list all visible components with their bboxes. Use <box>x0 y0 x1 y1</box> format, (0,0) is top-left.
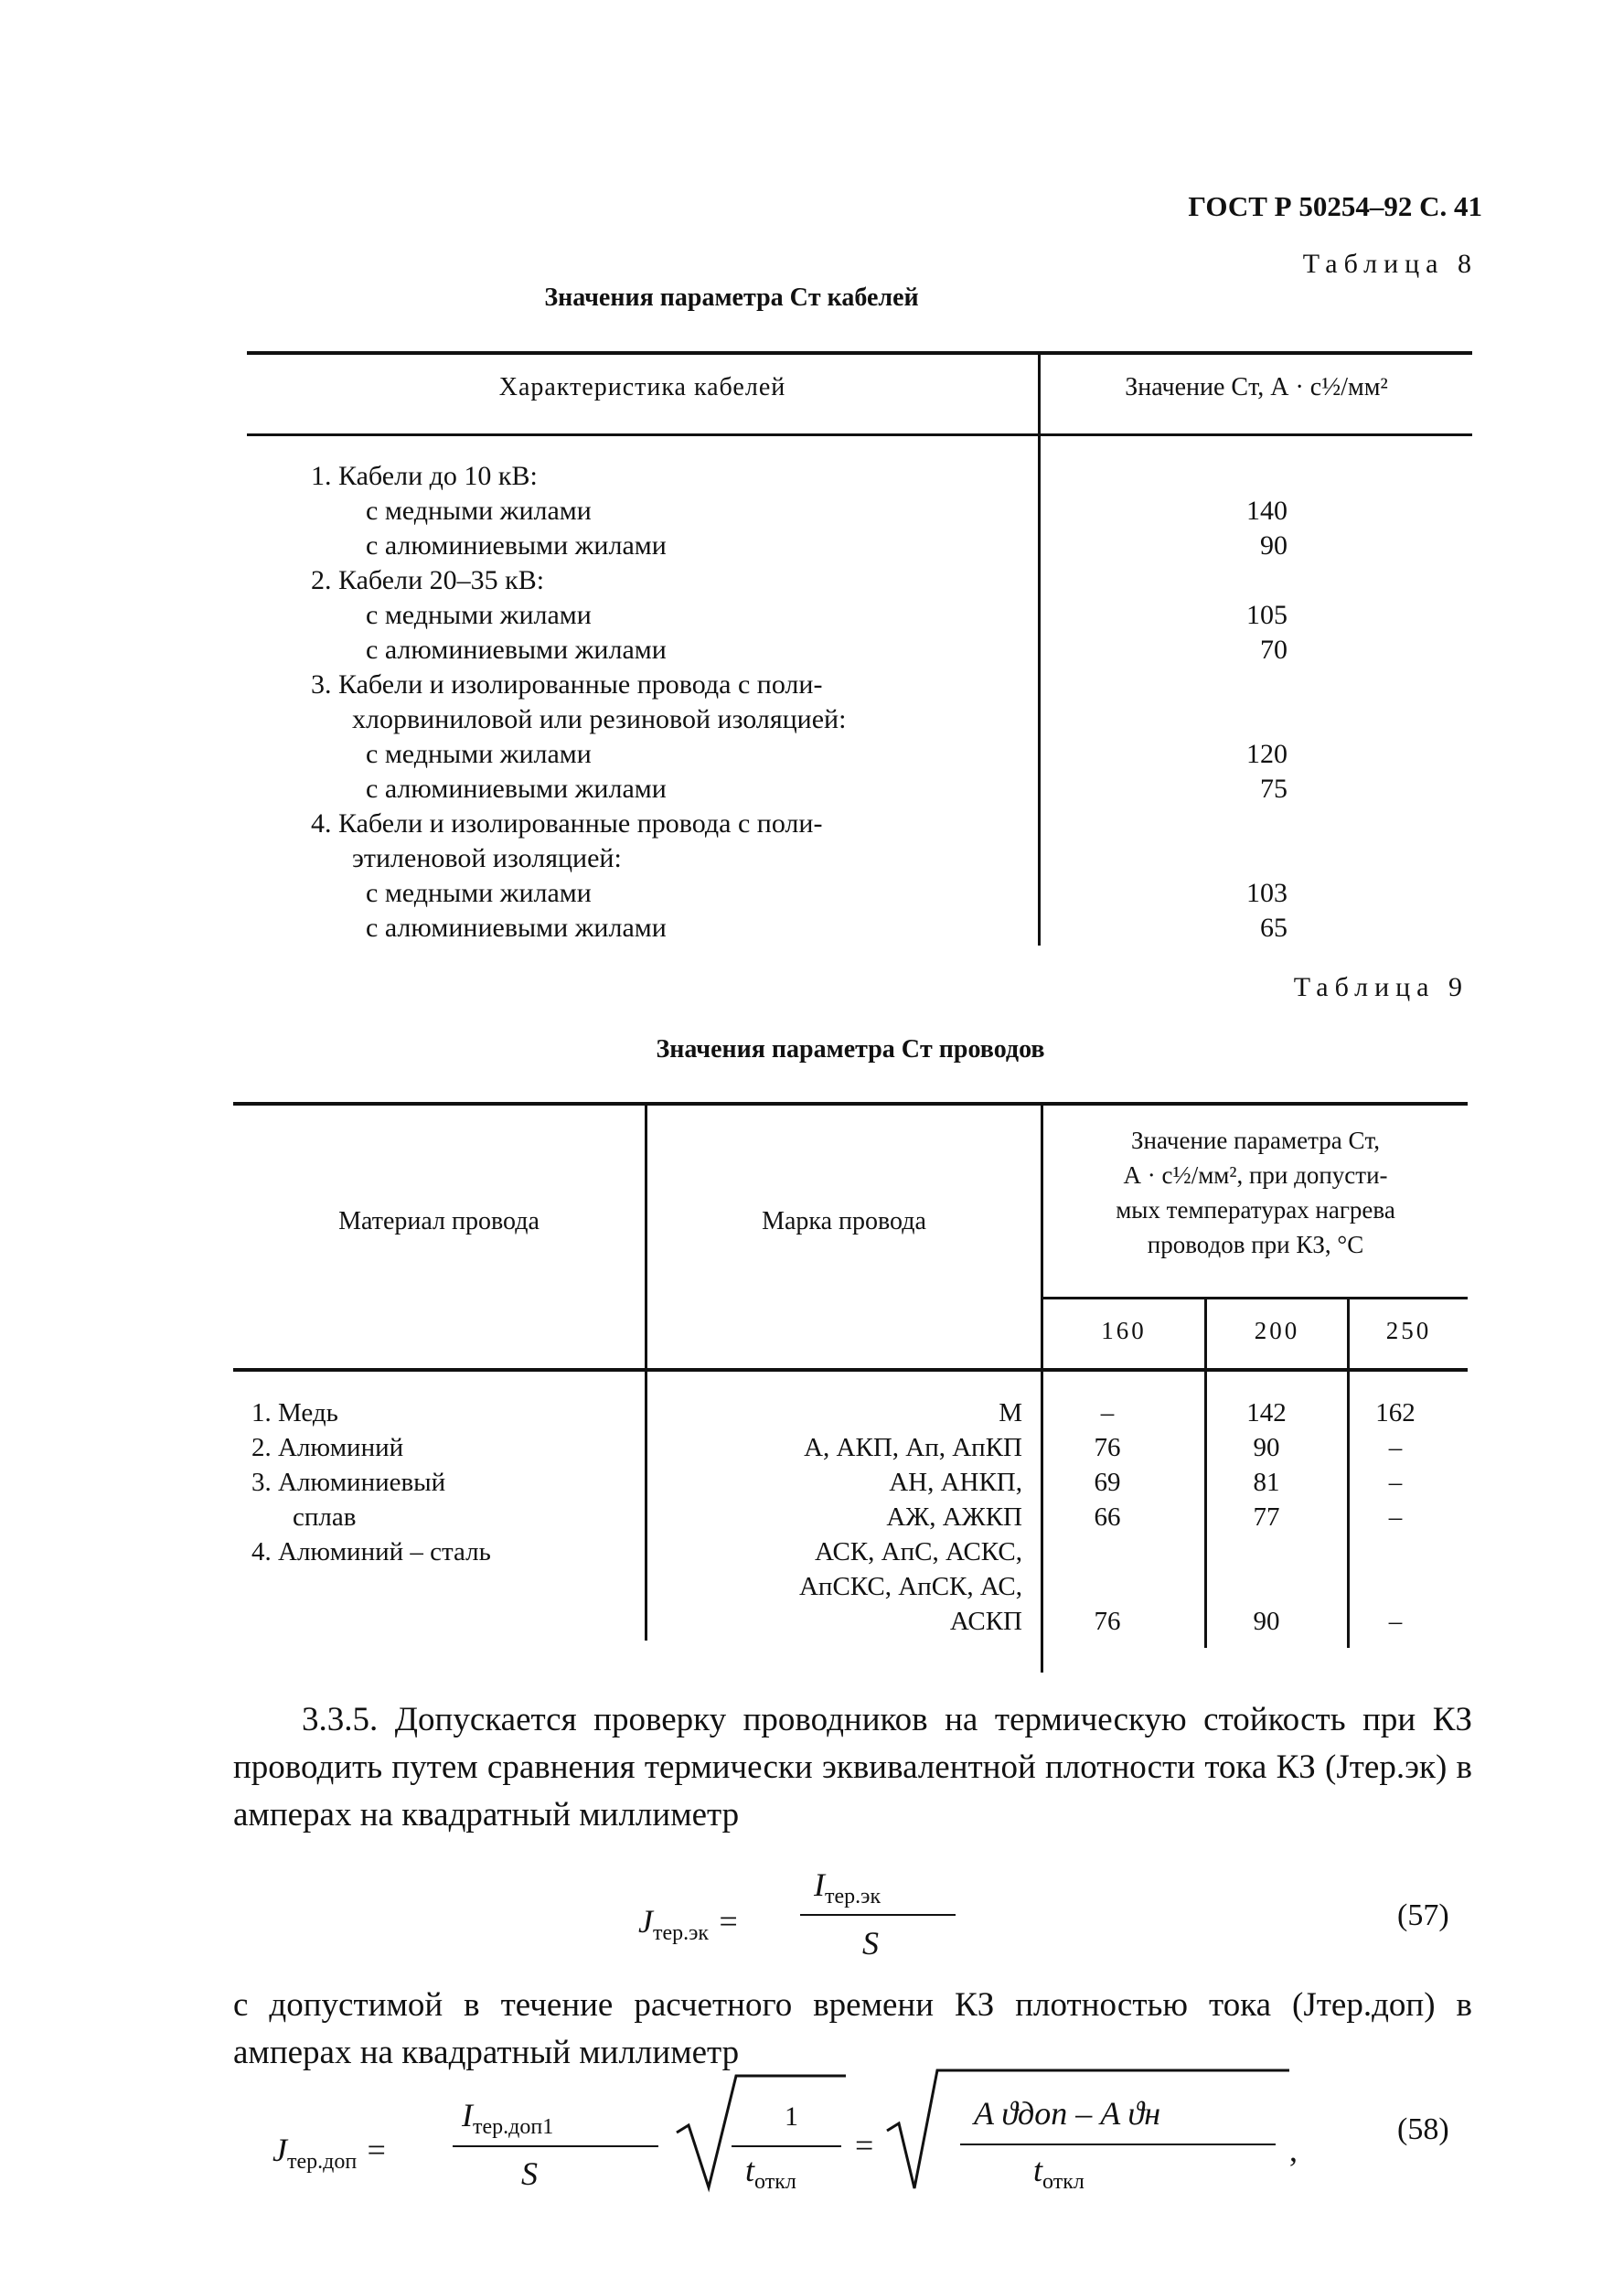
formula-58-comma: , <box>1289 2132 1298 2168</box>
formula-57-num-symbol: I <box>814 1866 825 1903</box>
table9-temp-200: 200 <box>1254 1317 1300 1344</box>
table9-material-line: сплав <box>293 1502 357 1532</box>
formula-58-sqrt2-den-symbol: t <box>1033 2152 1043 2188</box>
table8-header-rule <box>247 433 1472 436</box>
formula-58-sqrt1-numerator: 1 <box>785 2101 798 2132</box>
table9-material-line: 4. Алюминий – сталь <box>251 1537 491 1566</box>
table8-row-value: 90 <box>1260 530 1287 561</box>
table9-mark-line: АН, АНКП, <box>889 1468 1022 1497</box>
table9-temp-250: 250 <box>1385 1317 1432 1344</box>
table8-row-label: 4. Кабели и изолированные провода с поли- <box>311 808 823 839</box>
table9-mark-line: М <box>999 1398 1022 1427</box>
table9-value-250: 162 <box>1375 1398 1416 1427</box>
formula-57-lhs: $J_{тер.эк}$ = <box>638 1903 740 1945</box>
table8-row-label: с алюминиевыми жилами <box>366 774 667 804</box>
table8-row-label: с медными жилами <box>366 496 592 526</box>
formula-58-frac1-num-symbol: I <box>462 2097 473 2133</box>
table9-mark-line: АСК, АпС, АСКС, <box>814 1537 1022 1566</box>
formula-58-sqrt1-bar <box>732 2145 841 2147</box>
table9-value-250: – <box>1388 1502 1403 1532</box>
table9-mark-line: АпСКС, АпСК, АС, <box>798 1572 1022 1601</box>
formula-58-sqrt2-den-subscript: откл <box>1042 2170 1084 2194</box>
table9-title: Значения параметра Cт проводов <box>656 1035 1045 1064</box>
table8-top-rule <box>247 351 1472 355</box>
formula-58-sqrt2-denominator <box>1033 2151 1084 2194</box>
table9-mark-line: АЖ, АЖКП <box>886 1502 1022 1532</box>
page-header: ГОСТ Р 50254–92 С. 41 <box>1188 190 1482 222</box>
table8-row-label: этиленовой изоляцией: <box>352 843 622 873</box>
formula-58-frac1-num-subscript: тер.доп1 <box>473 2115 554 2139</box>
formula-58-lhs: $J_{тер.доп}$ = <box>272 2132 388 2174</box>
table9-value-200: 77 <box>1253 1502 1280 1532</box>
formula-58-frac1-numerator <box>462 2096 554 2139</box>
formula-57-lhs-subscript: тер.эк <box>652 1921 710 1945</box>
table8-row-label: с алюминиевыми жилами <box>366 530 667 561</box>
table8-header-value: Значение Cт, А · c½/мм² <box>1125 373 1388 401</box>
formula-57-number: (57) <box>1397 1898 1449 1932</box>
table9-value-250: – <box>1388 1607 1403 1636</box>
table9-value-160: 69 <box>1094 1468 1121 1497</box>
table8-col-divider <box>1038 351 1041 946</box>
table8-row-label: 2. Кабели 20–35 кВ: <box>311 565 545 595</box>
table9-header-value <box>1043 1123 1468 1262</box>
table8-row-value: 140 <box>1246 496 1287 526</box>
table9-mark-line: А, АКП, Ап, АпКП <box>804 1433 1022 1462</box>
formula-58-number: (58) <box>1397 2112 1449 2146</box>
table8-row-value: 65 <box>1260 913 1287 943</box>
table8-row-value: 105 <box>1246 600 1287 630</box>
formula-58-sqrt2-bar <box>960 2144 1276 2145</box>
formula-57-lhs-symbol: J <box>638 1903 653 1940</box>
table8-title: Значения параметра Cт кабелей <box>544 283 919 312</box>
formula-58-frac1-denominator: S <box>521 2155 538 2192</box>
table9-header-value-line2: А · c½/мм², при допусти- <box>1123 1161 1388 1189</box>
formula-57-num-subscript: тер.эк <box>825 1885 881 1908</box>
table9-material-line: 1. Медь <box>251 1398 338 1427</box>
table8-row-value: 120 <box>1246 739 1287 769</box>
table9-temp-160: 160 <box>1101 1317 1147 1344</box>
table9-mark-line: АСКП <box>949 1607 1022 1636</box>
table8-header-characteristic: Характеристика кабелей <box>498 373 786 401</box>
formula-57-numerator <box>814 1866 881 1908</box>
table9-header-value-line1: Значение параметра Cт, <box>1131 1127 1380 1154</box>
table8-row-label: с алюминиевыми жилами <box>366 635 667 665</box>
formula-58-equals: = <box>855 2127 874 2164</box>
table8-label: Таблица 8 <box>1302 249 1478 279</box>
formula-57-denominator: S <box>862 1925 879 1962</box>
table9-material-line: 2. Алюминий <box>251 1433 404 1462</box>
table8-row-label: с медными жилами <box>366 878 592 908</box>
formula-58-sqrt1-den-symbol: t <box>745 2152 755 2188</box>
table9-value-250: – <box>1388 1468 1403 1497</box>
table8-row-label: с медными жилами <box>366 600 592 630</box>
table9-value-200: 81 <box>1253 1468 1280 1497</box>
paragraph-3-3-5: 3.3.5. Допускается проверку проводников на термическую стойкость при КЗ проводить путем сравнения термически эквивалентной плотности тока КЗ (Jтер.эк) в амперах на квадратный миллиметр <box>233 1701 1472 1834</box>
formula-58-sqrt1-den-subscript: откл <box>754 2170 796 2194</box>
table9-label: Таблица 9 <box>1293 972 1469 1002</box>
table8-row-label: с медными жилами <box>366 739 592 769</box>
formula-58-sqrt2-numerator: A ϑдоп – A ϑн <box>974 2095 1161 2132</box>
table9-header-rule <box>233 1368 1468 1372</box>
table8-row-label: с алюминиевыми жилами <box>366 913 667 943</box>
table8-row-label: 3. Кабели и изолированные провода с поли- <box>311 669 823 700</box>
table9-value-160: 76 <box>1094 1607 1121 1636</box>
table9-value-200: 142 <box>1246 1398 1287 1427</box>
table9-header-value-line4: проводов при КЗ, °С <box>1147 1231 1364 1258</box>
table9-value-160: 76 <box>1094 1433 1121 1462</box>
table8-row-value: 70 <box>1260 635 1287 665</box>
table9-material-line: 3. Алюминиевый <box>251 1468 446 1497</box>
table9-value-200: 90 <box>1253 1433 1280 1462</box>
table9-top-rule <box>233 1102 1468 1106</box>
table9-header-material: Материал провода <box>338 1207 540 1235</box>
table9-value-160: – <box>1100 1398 1115 1427</box>
table8-row-value: 103 <box>1246 878 1287 908</box>
formula-58-sqrt1-denominator <box>745 2151 796 2194</box>
table9-value-250: – <box>1388 1433 1403 1462</box>
formula-58-lhs-subscript: тер.доп <box>286 2150 358 2174</box>
formula-57-fraction-bar <box>800 1914 956 1916</box>
table9-header-value-line3: мых температурах нагрева <box>1116 1196 1395 1224</box>
formula-58-lhs-symbol: J <box>272 2132 287 2168</box>
table9-subheader-rule <box>1043 1297 1468 1299</box>
table8-row-value: 75 <box>1260 774 1287 804</box>
table8-row-label: 1. Кабели до 10 кВ: <box>311 461 538 491</box>
table9-header-mark: Марка провода <box>762 1207 926 1235</box>
table9-value-200: 90 <box>1253 1607 1280 1636</box>
formula-58-frac1-bar <box>453 2145 658 2147</box>
table8-row-label: хлорвиниловой или резиновой изоляцией: <box>352 704 847 734</box>
table9-value-160: 66 <box>1094 1502 1121 1532</box>
paragraph-permissible-density: с допустимой в течение расчетного времени КЗ плотностью тока (Jтер.доп) в амперах на квадратный миллиметр <box>233 1986 1472 2071</box>
